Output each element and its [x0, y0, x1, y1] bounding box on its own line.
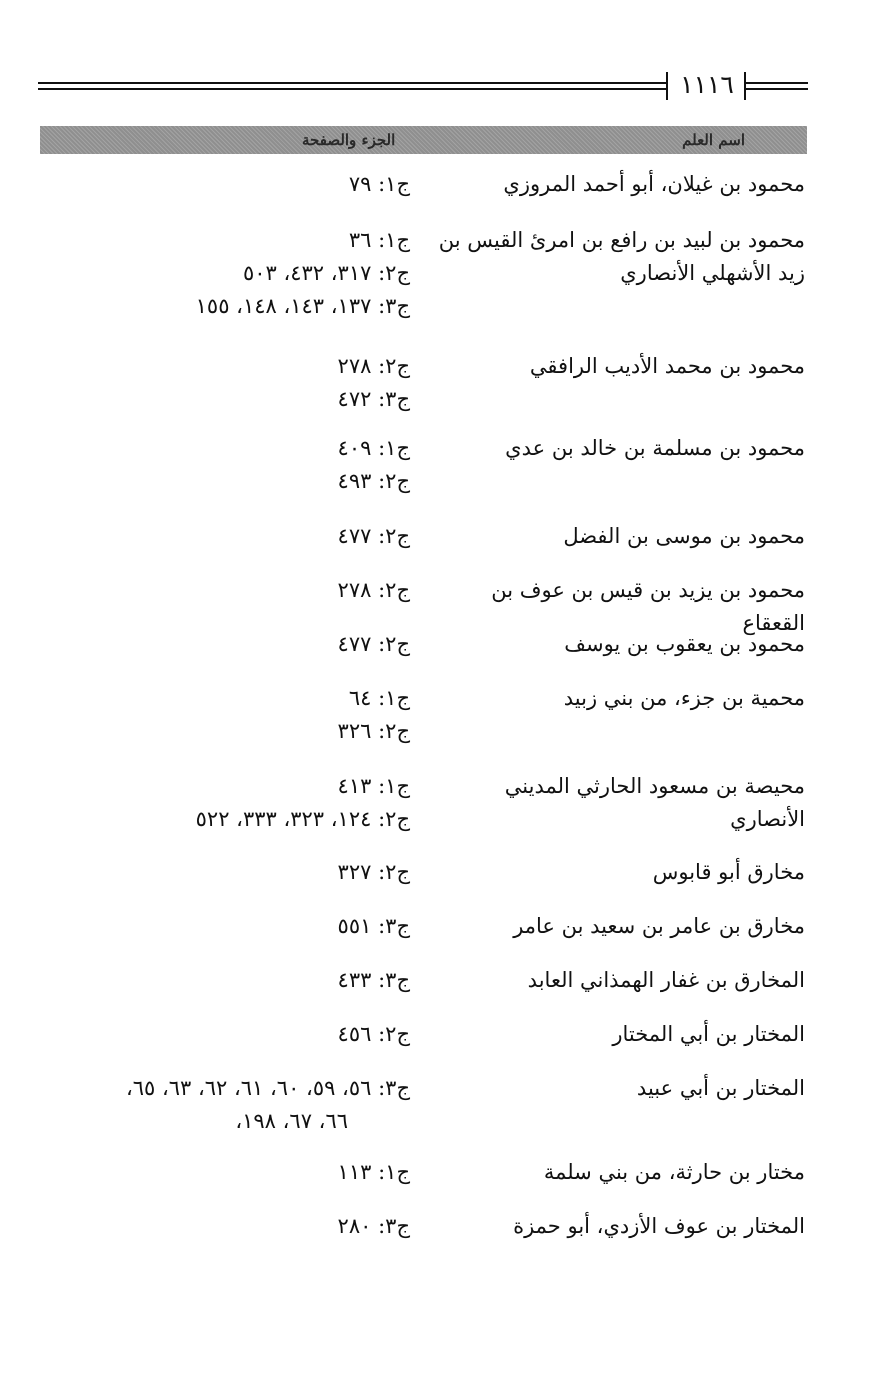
volume-page-reference: ج٣: ٥٥١: [337, 914, 410, 938]
entry-references: [0, 224, 410, 323]
entry-name: المختار بن عوف الأزدي، أبو حمزة: [513, 1214, 805, 1238]
volume-page-reference: ج١: ٣٦: [348, 228, 410, 252]
entry-references: [0, 1018, 410, 1051]
entry-references: [0, 168, 410, 201]
entry-references: [0, 520, 410, 553]
volume-page-reference: ج١: ٤٠٩: [337, 436, 410, 460]
entry-references: [0, 682, 410, 748]
volume-page-reference: ٦٦، ٦٧، ١٩٨،: [235, 1109, 348, 1133]
entry-name: محمود بن محمد الأديب الرافقي: [529, 354, 805, 378]
volume-page-reference: ج٢: ٤٧٧: [337, 524, 410, 548]
header-rule-right: [746, 82, 808, 90]
entry-references: [0, 1156, 410, 1189]
volume-page-reference: ج٣: ٤٧٢: [337, 387, 410, 411]
volume-page-reference: ج٢: ٢٧٨: [337, 354, 410, 378]
entry-name: مخارق أبو قابوس: [652, 860, 805, 884]
name-column-header: اسم العلم: [682, 131, 745, 149]
volume-page-reference: ج٢: ٢٧٨: [337, 578, 410, 602]
page-header: [38, 70, 808, 100]
volume-page-reference: ج٣: ٢٨٠: [337, 1214, 410, 1238]
entry-references: [0, 350, 410, 416]
volume-page-reference: ج٣: ٥٦، ٥٩، ٦٠، ٦١، ٦٢، ٦٣، ٦٥،: [125, 1076, 410, 1100]
entry-references: [0, 1210, 410, 1243]
volume-page-reference: ج٢: ٤٩٣: [337, 469, 410, 493]
entry-references: [0, 770, 410, 836]
entry-name: محيصة بن مسعود الحارثي المديني الأنصاري: [504, 774, 805, 831]
entry-name: محمود بن لبيد بن رافع بن امرئ القيس بن زيد الأشهلي الأنصاري: [438, 228, 805, 285]
column-header-bar: [40, 126, 807, 154]
header-divider-left: [666, 72, 668, 100]
volume-page-reference: ج١: ٧٩: [348, 172, 410, 196]
entry-references: [0, 574, 410, 607]
entry-references: [0, 628, 410, 661]
volume-page-reference: ج٢: ١٢٤، ٣٢٣، ٣٣٣، ٥٢٢: [195, 807, 410, 831]
entry-references: [0, 856, 410, 889]
entry-name: مخارق بن عامر بن سعيد بن عامر: [513, 914, 805, 938]
entry-name: المختار بن أبي عبيد: [636, 1076, 805, 1100]
volume-page-reference: ج١: ١١٣: [337, 1160, 410, 1184]
entry-name: المخارق بن غفار الهمذاني العابد: [527, 968, 805, 992]
entry-name: محمية بن جزء، من بني زبيد: [563, 686, 805, 710]
entry-name: محمود بن غيلان، أبو أحمد المروزي: [503, 172, 805, 196]
volume-page-reference: ج١: ٤١٣: [337, 774, 410, 798]
volume-page-reference: ج٢: ٤٥٦: [337, 1022, 410, 1046]
entry-name: مختار بن حارثة، من بني سلمة: [543, 1160, 805, 1184]
entry-name: محمود بن مسلمة بن خالد بن عدي: [505, 436, 805, 460]
entry-name: المختار بن أبي المختار: [612, 1022, 805, 1046]
entry-name: محمود بن يعقوب بن يوسف: [564, 632, 805, 656]
volume-page-reference: ج٢: ٣١٧، ٤٣٢، ٥٠٣: [242, 261, 410, 285]
volume-page-reference: ج٣: ١٣٧، ١٤٣، ١٤٨، ١٥٥: [195, 294, 410, 318]
page-number: ١١١٦: [680, 70, 734, 99]
volume-page-reference: ج٢: ٤٧٧: [337, 632, 410, 656]
reference-column-header: الجزء والصفحة: [302, 131, 396, 149]
volume-page-reference: ج٢: ٣٢٦: [337, 719, 410, 743]
volume-page-reference: ج١: ٦٤: [348, 686, 410, 710]
entry-name: محمود بن موسى بن الفضل: [563, 524, 805, 548]
volume-page-reference: ج٣: ٤٣٣: [337, 968, 410, 992]
volume-page-reference: ج٢: ٣٢٧: [337, 860, 410, 884]
entry-references: [0, 432, 410, 498]
entry-name: محمود بن يزيد بن قيس بن عوف بن القعقاع: [491, 578, 805, 635]
entry-references: [0, 1072, 410, 1138]
entry-references: [0, 910, 410, 943]
entry-references: [0, 964, 410, 997]
header-rule-left: [38, 82, 666, 90]
